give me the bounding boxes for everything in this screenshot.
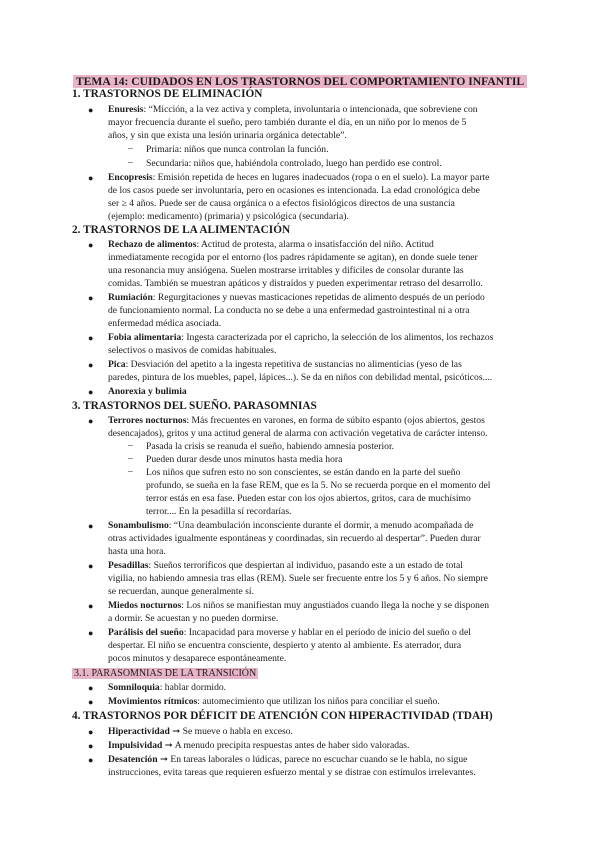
paragraph-line: selectivos o masivos de comidas habituales. [108,345,277,356]
section-heading-4: 4. TRASTORNOS POR DÉFICIT DE ATENCIÓN CON HIPERACTIVIDAD (TDAH) [72,710,493,722]
bullet: ● [88,387,94,397]
paragraph-line: Terrores nocturnos: Más frecuentes en varones, en forma de súbito espanto (ojos abiertos, gestos [108,415,485,426]
bullet: ● [88,683,94,693]
term: Somniloquia [108,682,160,693]
term: Desatención [108,754,158,765]
paragraph-line: una resonancia muy ansiógena. Suelen mostrarse irritables y difíciles de consolar durante las [108,265,464,276]
paragraph-line: Desatención ➞ En tareas laborales o lúdicas, parece no escuchar cuando se le habla, no sigue [108,754,468,765]
bullet: ● [88,697,94,707]
dash: – [128,158,133,168]
paragraph-line: de los casos puede ser involuntaria, pero en ocasiones es intencionada. La edad cronológica debe [108,185,480,196]
term: Movimientos rítmicos [108,696,198,707]
term: Parálisis del sueño [108,627,184,638]
dash-item: profundo, se sueña en la fase REM, que es la 5. No se recuerda porque en el momento del [146,480,491,491]
paragraph-line: Rumiación: Regurgitaciones y nuevas masticaciones repetidas de alimento después de un período [108,292,485,303]
paragraph-line: vigilia, no habiendo amnesia tras ellas (REM). Suele ser frecuente entre los 5 y 6 años. No siempre [108,573,488,584]
paragraph-line: Hiperactividad ➞ Se mueve o habla en exceso. [108,726,293,737]
bullet: ● [88,755,94,765]
section-heading-2: 2. TRASTORNOS DE LA ALIMENTACIÓN [72,224,291,236]
term: Fobia alimentaria [108,332,182,343]
paragraph-line: hasta una hora. [108,546,166,557]
paragraph-line: Sonambulismo: “Una deambulación inconsciente durante el dormir, a menudo acompañada de [108,520,474,531]
term: Rechazo de alimentos [108,239,197,250]
dash-item: Pueden durar desde unos minutos hasta media hora [146,454,343,465]
term: Anorexia y bulimia [108,386,187,397]
paragraph-line: enfermedad médica asociada. [108,318,222,329]
paragraph-line: Pica: Desviación del apetito a la ingesta repetitiva de sustancias no alimenticias (yeso de las [108,359,462,370]
paragraph-line: instrucciones, evita tareas que requieren esfuerzo mental y se distrae con estímulos irrelevantes. [108,767,476,778]
bullet: ● [88,628,94,638]
paragraph-line: (ejemplo: medicamento) (primaria) y psicológica (secundaria). [108,211,349,222]
paragraph-line: Fobia alimentaria: Ingesta caracterizada por el capricho, la selección de los alimentos, los rechazos [108,332,494,343]
paragraph-line: Enuresis: “Micción, a la vez activa y completa, involuntaria o intencionada, que sobreviene con [108,104,478,115]
document-title: TEMA 14: CUIDADOS EN LOS TRASTORNOS DEL COMPORTAMIENTO INFANTIL [0,72,600,90]
term: Pica [108,359,126,370]
term: Miedos nocturnos [108,600,182,611]
term: Rumiación [108,292,153,303]
term: Encopresis [108,172,153,183]
bullet: ● [88,521,94,531]
bullet: ● [88,416,94,426]
paragraph-line: se recuerdan, aunque generalmente sí. [108,586,254,597]
paragraph-line: de funcionamiento normal. La conducta no se debe a una enfermedad gastrointestinal ni a otra [108,305,470,316]
subsection-heading: 3.1. PARASOMNIAS DE LA TRANSICIÓN [74,668,257,679]
term: Hiperactividad [108,726,170,737]
bullet: ● [88,561,94,571]
paragraph-line [108,386,187,397]
paragraph-line: a dormir. Se acuestan y no pueden dormirse. [108,613,279,624]
paragraph-line: Somniloquia: hablar dormido. [108,682,227,693]
term: Enuresis [108,104,144,115]
dash-item: Primaria: niños que nunca controlan la función. [146,144,329,155]
dash-item: Secundaria: niños que, habiéndola controlado, luego han perdido ese control. [146,158,442,169]
paragraph-line: Movimientos rítmicos: automecimiento que utilizan los niños para conciliar el sueño. [108,696,440,707]
paragraph-line: años, y sin que exista una lesión urinaria orgánica detectable”. [108,130,347,141]
dash: – [128,441,133,451]
paragraph-line: paredes, pintura de los muebles, papel, lápices...). Se da en niños con debilidad mental, psicóticos.... [108,372,493,383]
dash: – [128,467,133,477]
paragraph-line: Miedos nocturnos: Los niños se manifiestan muy angustiados cuando llega la noche y se disponen [108,600,490,611]
bullet: ● [88,333,94,343]
paragraph-line: Rechazo de alimentos: Actitud de protesta, alarma o insatisfacción del niño. Actitud [108,239,434,250]
paragraph-line: desencajados), gritos y una actitud general de alarma con activación vegetativa de carácter intenso. [108,428,488,439]
term: Impulsividad [108,740,163,751]
dash-item: Pasada la crisis se reanuda el sueño, habiendo amnesia posterior. [146,441,395,452]
bullet: ● [88,293,94,303]
section-heading-3: 3. TRASTORNOS DEL SUEÑO. PARASOMNIAS [72,400,317,412]
section-heading-1: 1. TRASTORNOS DE ELIMINACIÓN [72,88,263,100]
paragraph-line: Pesadillas: Sueños terroríficos que despiertan al individuo, pasando este a un estado de total [108,560,463,571]
paragraph-line: ser ≥ 4 años. Puede ser de causa orgánica o a efectos fisiológicos directos de una sustancia [108,198,455,209]
paragraph-line: mayor frecuencia durante el sueño, pero también durante el día, en un niño por lo menos de 5 [108,117,467,128]
bullet: ● [88,741,94,751]
bullet: ● [88,601,94,611]
dash-item: terror estás en esa fase. Pueden estar con los ojos abiertos, gritos, cara de muchísimo [146,493,471,504]
paragraph-line: otras actividades igualmente espontáneas y coordinadas, sin recuerdo al despertar”. Pueden durar [108,533,481,544]
bullet: ● [88,240,94,250]
paragraph-line: despertar. El niño se encuentra consciente, despierto y atento al ambiente. Es aterrador, dura [108,640,462,651]
bullet: ● [88,360,94,370]
term: Pesadillas [108,560,149,571]
bullet: ● [88,173,94,183]
paragraph-line: inmediatamente recogida por el entorno (los padres rápidamente se agitan), en donde suele tener [108,252,478,263]
paragraph-line: Parálisis del sueño: Incapacidad para moverse y hablar en el período de inicio del sueño o del [108,627,471,638]
paragraph-line: pocos minutos y desaparece espontáneamente. [108,653,287,664]
term: Terrores nocturnos [108,415,187,426]
dash: – [128,144,133,154]
paragraph-line: comidas. También se muestran apáticos y distraídos y pueden experimentar retraso del desarrollo. [108,278,483,289]
bullet: ● [88,727,94,737]
term: Sonambulismo [108,520,169,531]
bullet: ● [88,105,94,115]
paragraph-line: Impulsividad ➞ A menudo precipita respuestas antes de haber sido valoradas. [108,740,410,751]
dash-item: Los niños que sufren esto no son conscientes, se están dando en la parte del sueño [146,467,461,478]
dash: – [128,454,133,464]
paragraph-line: Encopresis: Emisión repetida de heces en lugares inadecuados (ropa o en el suelo). La mayor parte [108,172,490,183]
dash-item: terror.... En la pesadilla sí recordarías. [146,506,292,517]
